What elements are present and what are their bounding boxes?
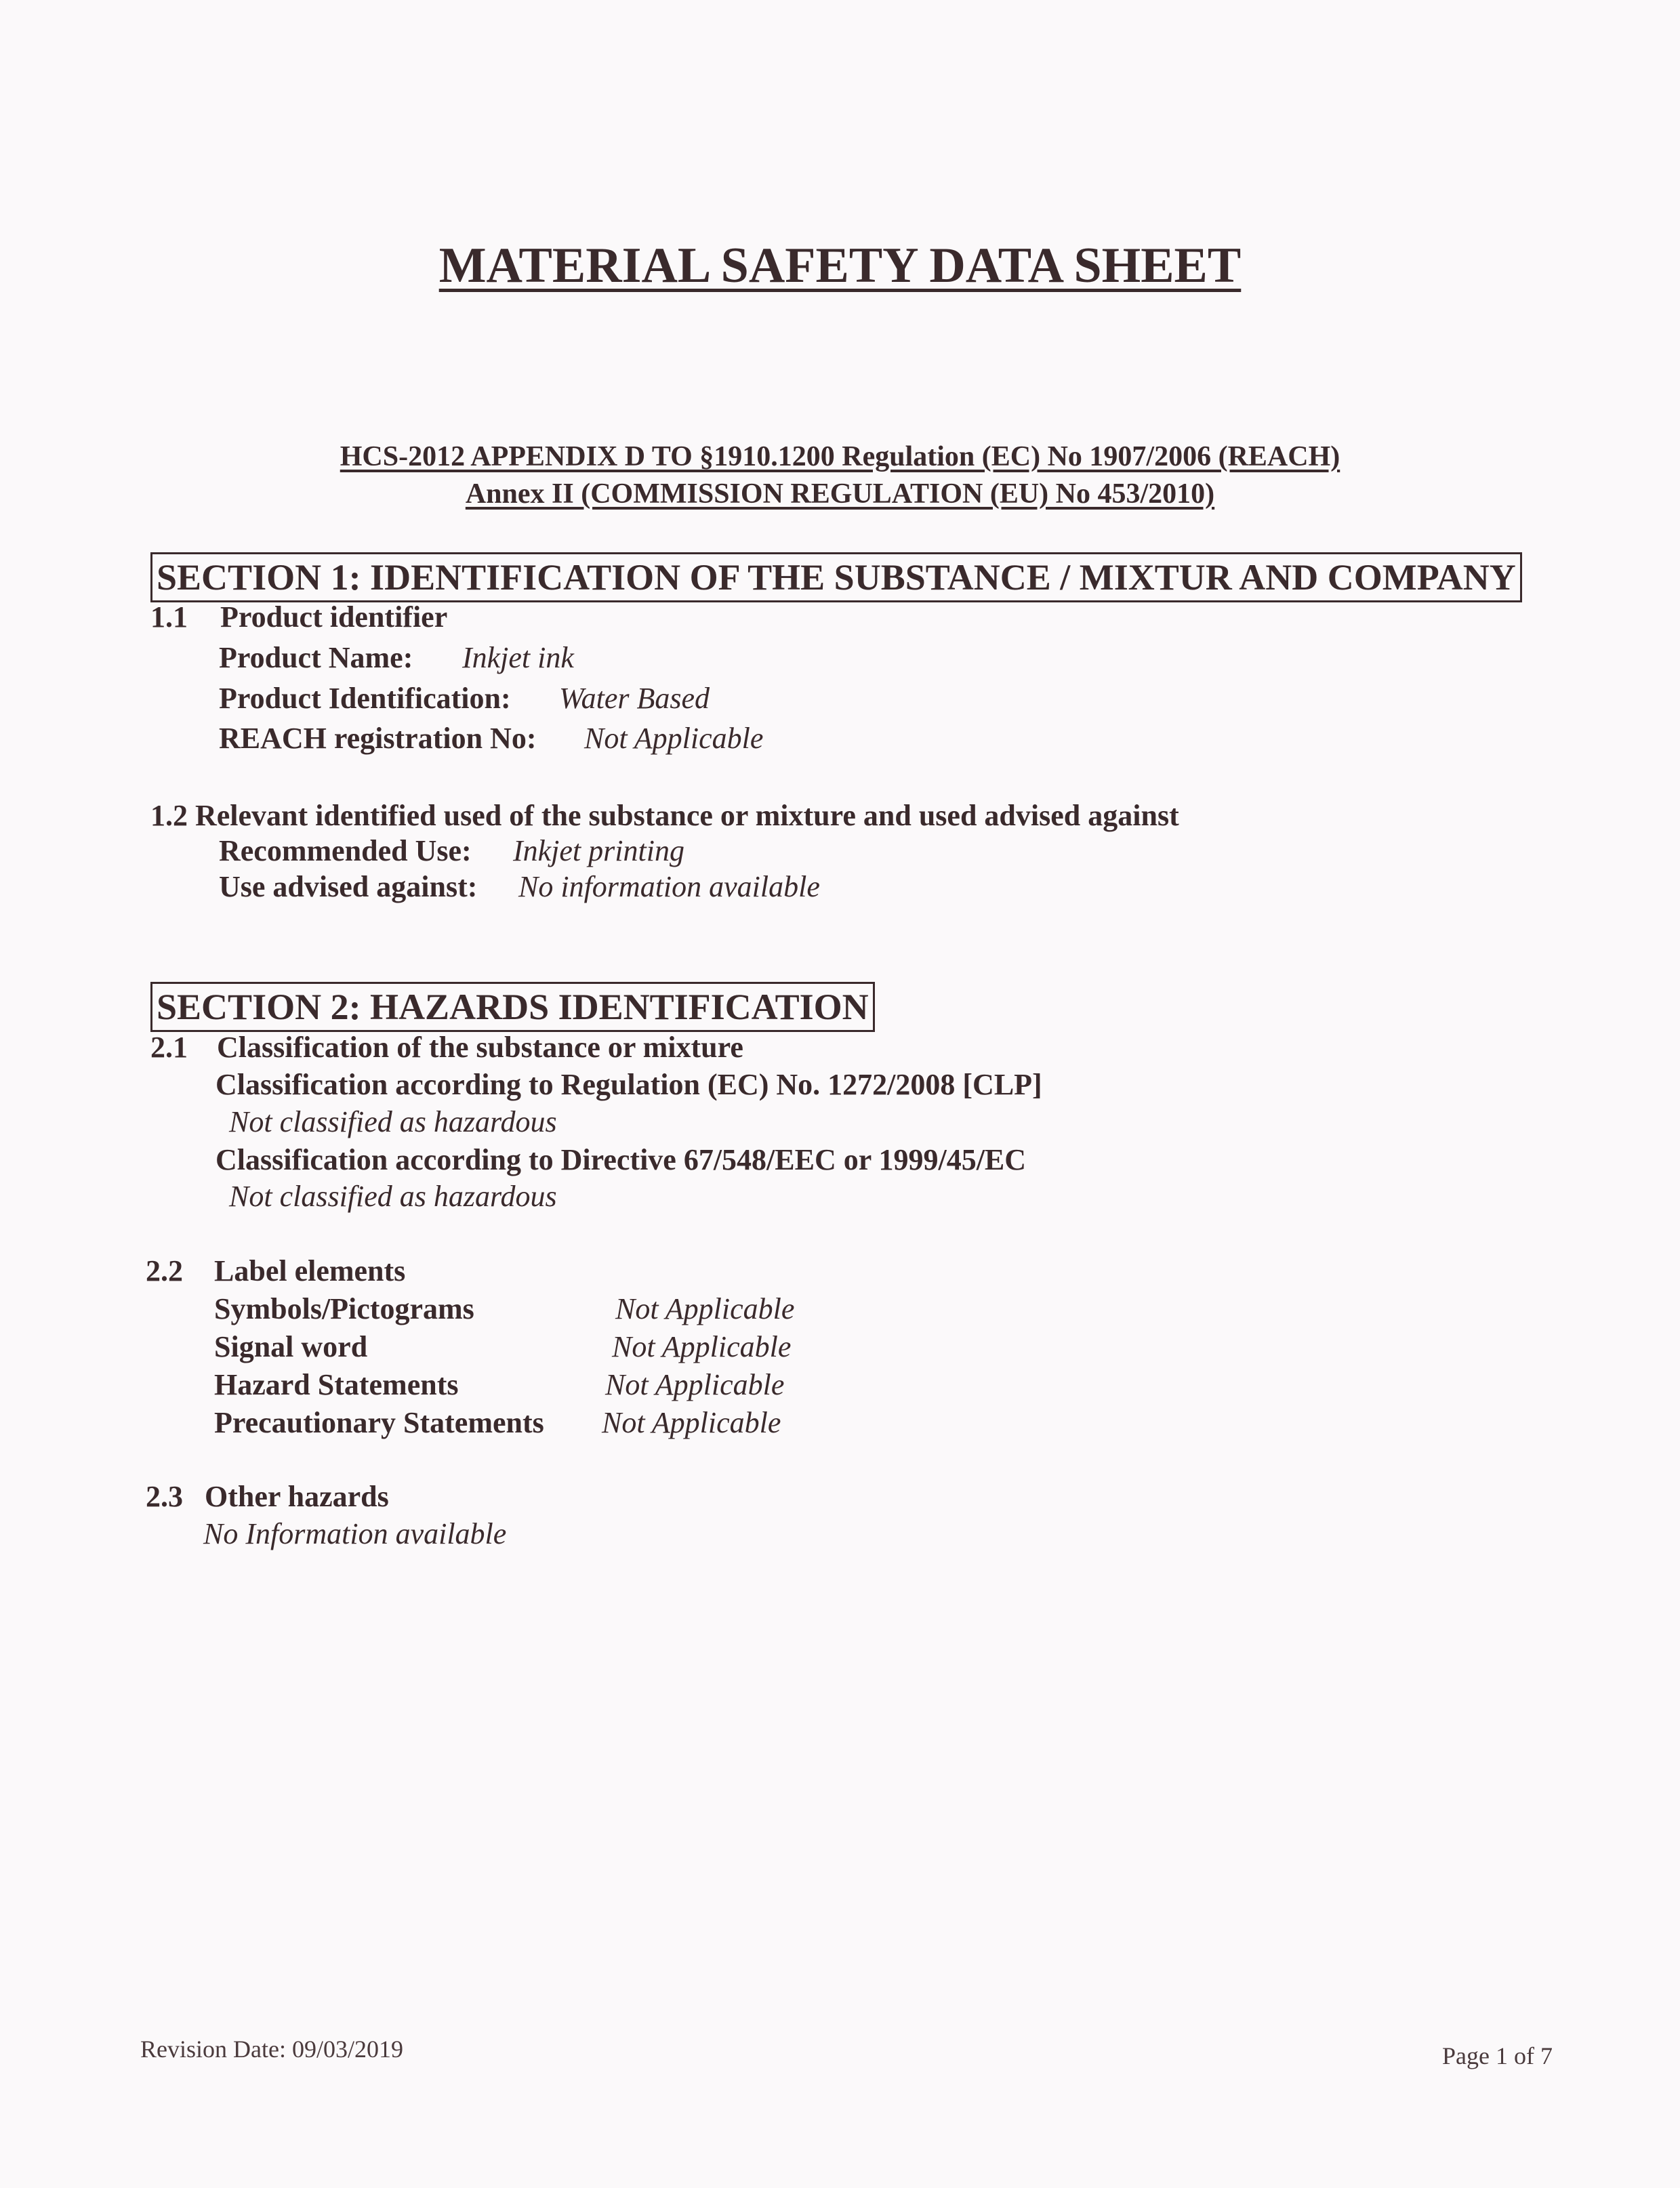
regulation-line-2: Annex II (COMMISSION REGULATION (EU) No 453/2010) [465, 478, 1215, 510]
use-advised-against-value: No information available [518, 870, 820, 903]
section-2-2-title: Label elements [214, 1254, 406, 1287]
label-row-label: Hazard Statements [214, 1368, 459, 1401]
section-1-1-number: 1.1 [150, 600, 188, 634]
label-row-label: Precautionary Statements [214, 1406, 544, 1439]
label-row-label: Signal word [214, 1330, 368, 1363]
label-row-value: Not Applicable [605, 1368, 785, 1401]
use-advised-against-label: Use advised against: [219, 870, 478, 903]
product-name-value: Inkjet ink [462, 641, 574, 674]
section-1-2-title: 1.2 Relevant identified used of the substance or mixture and used advised against [150, 799, 1179, 832]
section-2-2-number: 2.2 [146, 1254, 183, 1287]
section-2-3-title: Other hazards [205, 1480, 389, 1513]
label-row-value: Not Applicable [612, 1330, 792, 1363]
reach-label: REACH registration No: [219, 722, 537, 755]
directive-classification-label: Classification according to Directive 67/548/EEC or 1999/45/EC [216, 1143, 1027, 1176]
product-id-value: Water Based [559, 682, 710, 715]
page-number: Page 1 of 7 [1442, 2042, 1553, 2069]
reach-value: Not Applicable [584, 722, 764, 755]
product-id-label: Product Identification: [219, 682, 511, 715]
section-1-heading: SECTION 1: IDENTIFICATION OF THE SUBSTANCE / MIXTUR AND COMPANY [150, 552, 1522, 602]
label-row-label: Symbols/Pictograms [214, 1292, 474, 1325]
section-2-heading: SECTION 2: HAZARDS IDENTIFICATION [150, 982, 875, 1032]
revision-date: Revision Date: 09/03/2019 [140, 2036, 403, 2063]
label-row-value: Not Applicable [602, 1406, 781, 1439]
label-row-value: Not Applicable [615, 1292, 795, 1325]
clp-classification-value: Not classified as hazardous [229, 1105, 557, 1138]
section-2-1-title: Classification of the substance or mixture [217, 1031, 743, 1064]
regulation-line-1: HCS-2012 APPENDIX D TO §1910.1200 Regulation (EC) No 1907/2006 (REACH) [340, 441, 1340, 472]
directive-classification-value: Not classified as hazardous [229, 1180, 557, 1213]
section-2-1-number: 2.1 [150, 1031, 188, 1064]
recommended-use-label: Recommended Use: [219, 834, 472, 867]
section-1-1-title: Product identifier [220, 600, 448, 634]
recommended-use-value: Inkjet printing [513, 834, 684, 867]
clp-classification-label: Classification according to Regulation (EC) No. 1272/2008 [CLP] [216, 1068, 1042, 1101]
section-2-3-number: 2.3 [146, 1480, 183, 1513]
product-name-label: Product Name: [219, 641, 413, 674]
other-hazards-value: No Information available [203, 1517, 507, 1550]
document-title: MATERIAL SAFETY DATA SHEET [438, 238, 1242, 293]
